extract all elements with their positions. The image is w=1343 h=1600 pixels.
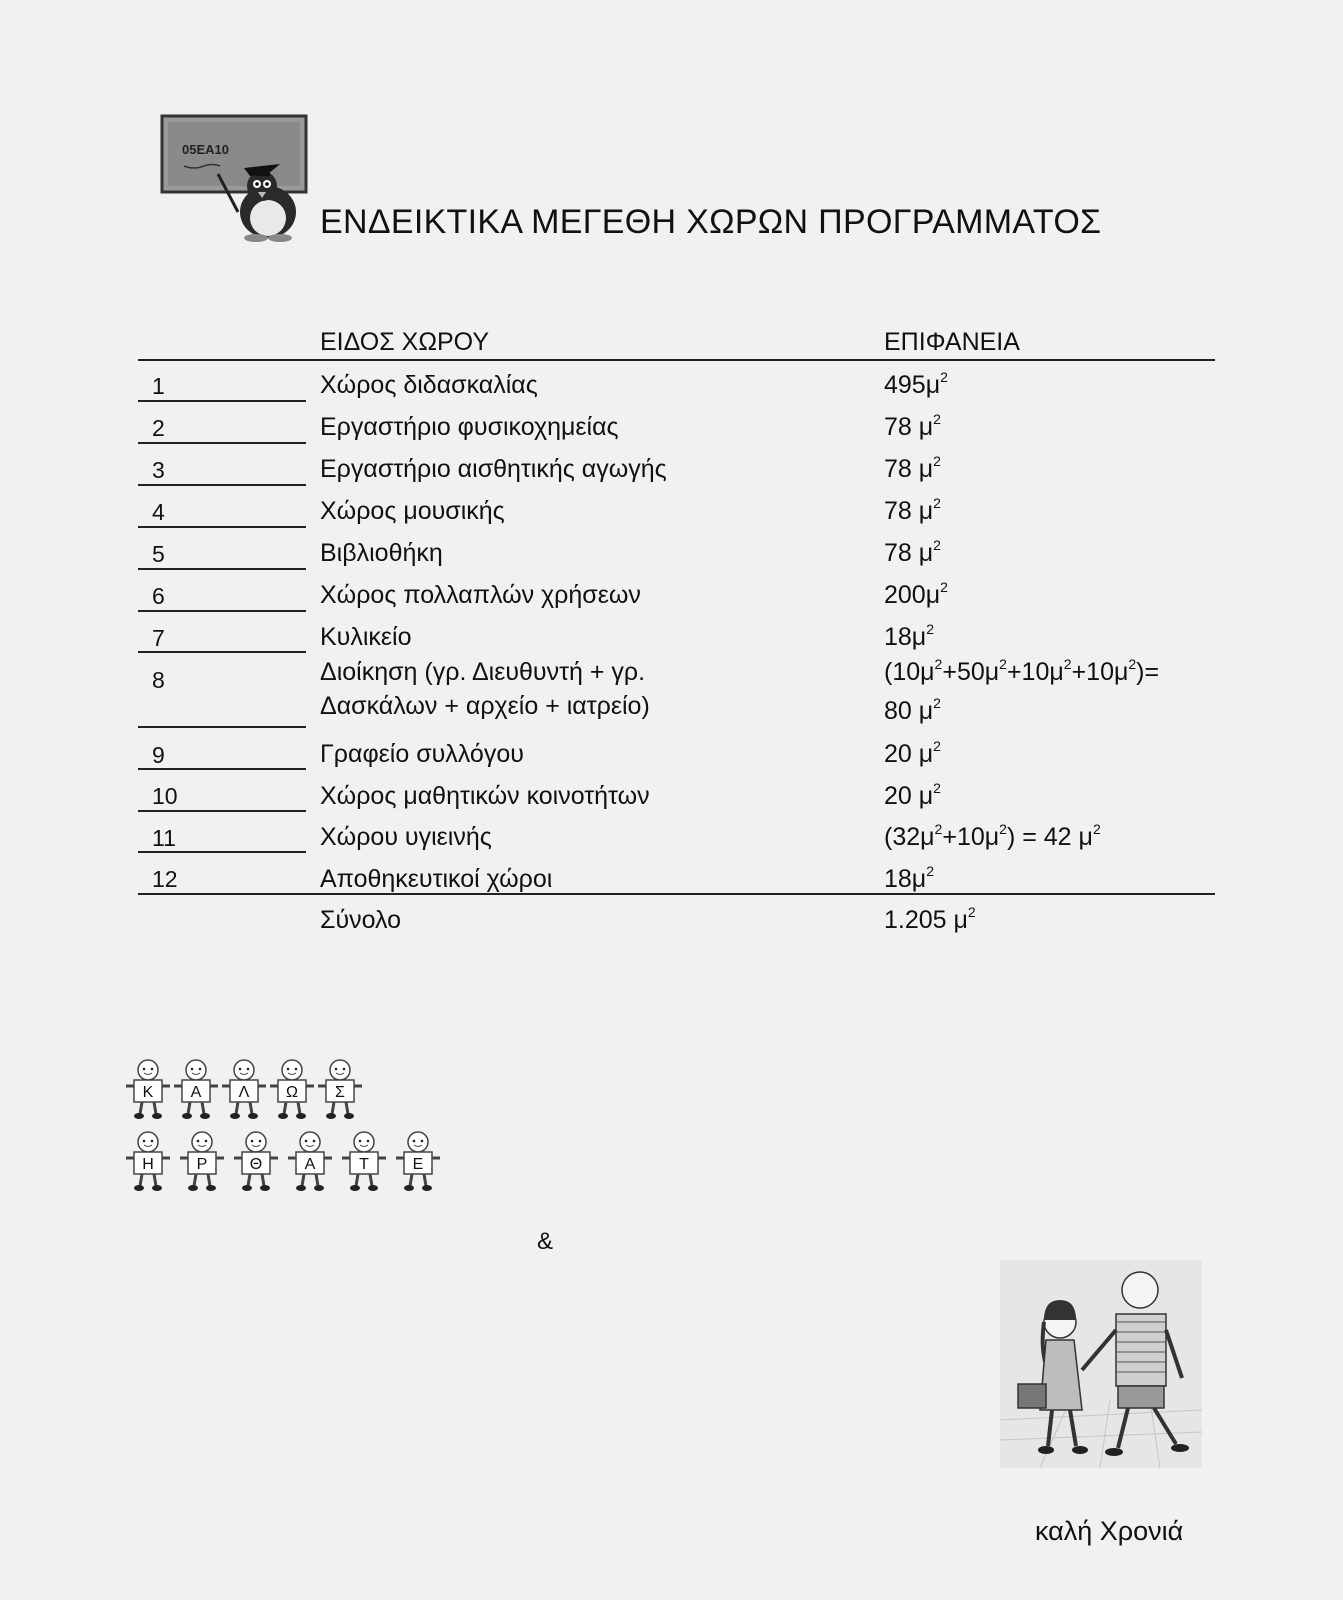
welcome-letter: Ρ (196, 1156, 208, 1173)
welcome-letter: Θ (249, 1156, 263, 1173)
welcome-letter: Λ (238, 1084, 250, 1101)
row-space: Χώρος μουσικής (320, 497, 505, 525)
total-value: 1.205 $\mu^2$ (884, 904, 976, 934)
total-label: Σύνολο (320, 906, 402, 934)
row-space-line1: Διοίκηση (γρ. Διευθυντή + γρ. (320, 658, 646, 686)
welcome-kids-illustration (126, 1058, 456, 1208)
row-number: 7 (152, 625, 165, 651)
row-number: 2 (152, 415, 165, 441)
row-number: 9 (152, 742, 165, 768)
row-area-result: 80 $\mu^2$ (884, 695, 941, 725)
row-space: Αποθηκευτικοί χώροι (320, 865, 553, 893)
row-number-underline (138, 851, 306, 853)
greeting-text: καλή Χρονιά (1035, 1516, 1184, 1546)
welcome-letter: Σ (335, 1084, 345, 1101)
row-number-underline (138, 726, 306, 728)
row-area: $200\mu^2$ (884, 579, 948, 609)
row-area: 20 $\mu^2$ (884, 738, 941, 768)
board-text: 05EA10 (182, 142, 229, 157)
welcome-letter: Ε (412, 1156, 424, 1173)
row-space: Χώρος διδασκαλίας (320, 371, 538, 399)
row-area: 78 $\mu^2$ (884, 537, 941, 567)
row-number: 8 (152, 667, 165, 693)
welcome-letter: Κ (142, 1084, 154, 1101)
welcome-letter: Α (304, 1156, 316, 1173)
row-area: 78 $\mu^2$ (884, 495, 941, 525)
row-space: Χώρου υγιεινής (320, 823, 492, 851)
row-space: Κυλικείο (320, 623, 412, 651)
row-area-formula: $(32\mu^2+10\mu^2) = 42$ $\mu^2$ (884, 821, 1101, 851)
row-number-underline (138, 810, 306, 812)
row-area-formula: $(10\mu^2+50\mu^2+10\mu^2+10\mu^2)=$ (884, 656, 1160, 686)
row-space: Εργαστήριο φυσικοχημείας (320, 413, 619, 441)
row-number: 1 (152, 373, 165, 399)
welcome-letter: Ω (286, 1084, 298, 1101)
row-number-underline (138, 442, 306, 444)
row-number-underline (138, 768, 306, 770)
row-space: Χώρος πολλαπλών χρήσεων (320, 581, 641, 609)
row-number: 10 (152, 783, 178, 809)
welcome-letter: Α (190, 1084, 202, 1101)
row-number: 12 (152, 866, 178, 892)
row-area: $18\mu^2$ (884, 863, 935, 893)
row-space-line2: Δασκάλων + αρχείο + ιατρείο) (320, 692, 650, 720)
row-number: 11 (152, 825, 176, 851)
row-area: 78 $\mu^2$ (884, 453, 941, 483)
kid-figure-row2 (126, 1132, 440, 1191)
row-area: 20 $\mu^2$ (884, 780, 941, 810)
row-space: Χώρος μαθητικών κοινοτήτων (320, 782, 650, 810)
row-area: $18\mu^2$ (884, 621, 935, 651)
welcome-letter: Η (142, 1156, 154, 1173)
row-number: 3 (152, 457, 165, 483)
welcome-letter: Τ (359, 1156, 369, 1173)
row-number-underline (138, 526, 306, 528)
row-number-underline (138, 400, 306, 402)
row-space: Γραφείο συλλόγου (320, 740, 524, 768)
row-number-underline (138, 651, 306, 653)
row-number: 6 (152, 583, 165, 609)
header-rule (138, 359, 1215, 361)
total-rule (138, 893, 1215, 895)
children-walking-illustration (1000, 1260, 1202, 1468)
row-area: $495\mu^2$ (884, 369, 948, 399)
header-space-type: ΕΙΔΟΣ ΧΩΡΟΥ (320, 328, 489, 356)
row-space: Εργαστήριο αισθητικής αγωγής (320, 455, 667, 483)
penguin-teacher-illustration (158, 112, 318, 242)
row-space: Βιβλιοθήκη (320, 539, 443, 567)
row-number: 5 (152, 541, 165, 567)
row-number: 4 (152, 499, 165, 525)
row-number-underline (138, 568, 306, 570)
row-number-underline (138, 484, 306, 486)
row-number-underline (138, 610, 306, 612)
ampersand: & (537, 1228, 554, 1255)
row-area: 78 $\mu^2$ (884, 411, 941, 441)
header-area: ΕΠΙΦΑΝΕΙΑ (884, 328, 1020, 356)
page-title: ΕΝΔΕΙΚΤΙΚΑ ΜΕΓΕΘΗ ΧΩΡΩΝ ΠΡΟΓΡΑΜΜΑΤΟΣ (320, 203, 1102, 241)
